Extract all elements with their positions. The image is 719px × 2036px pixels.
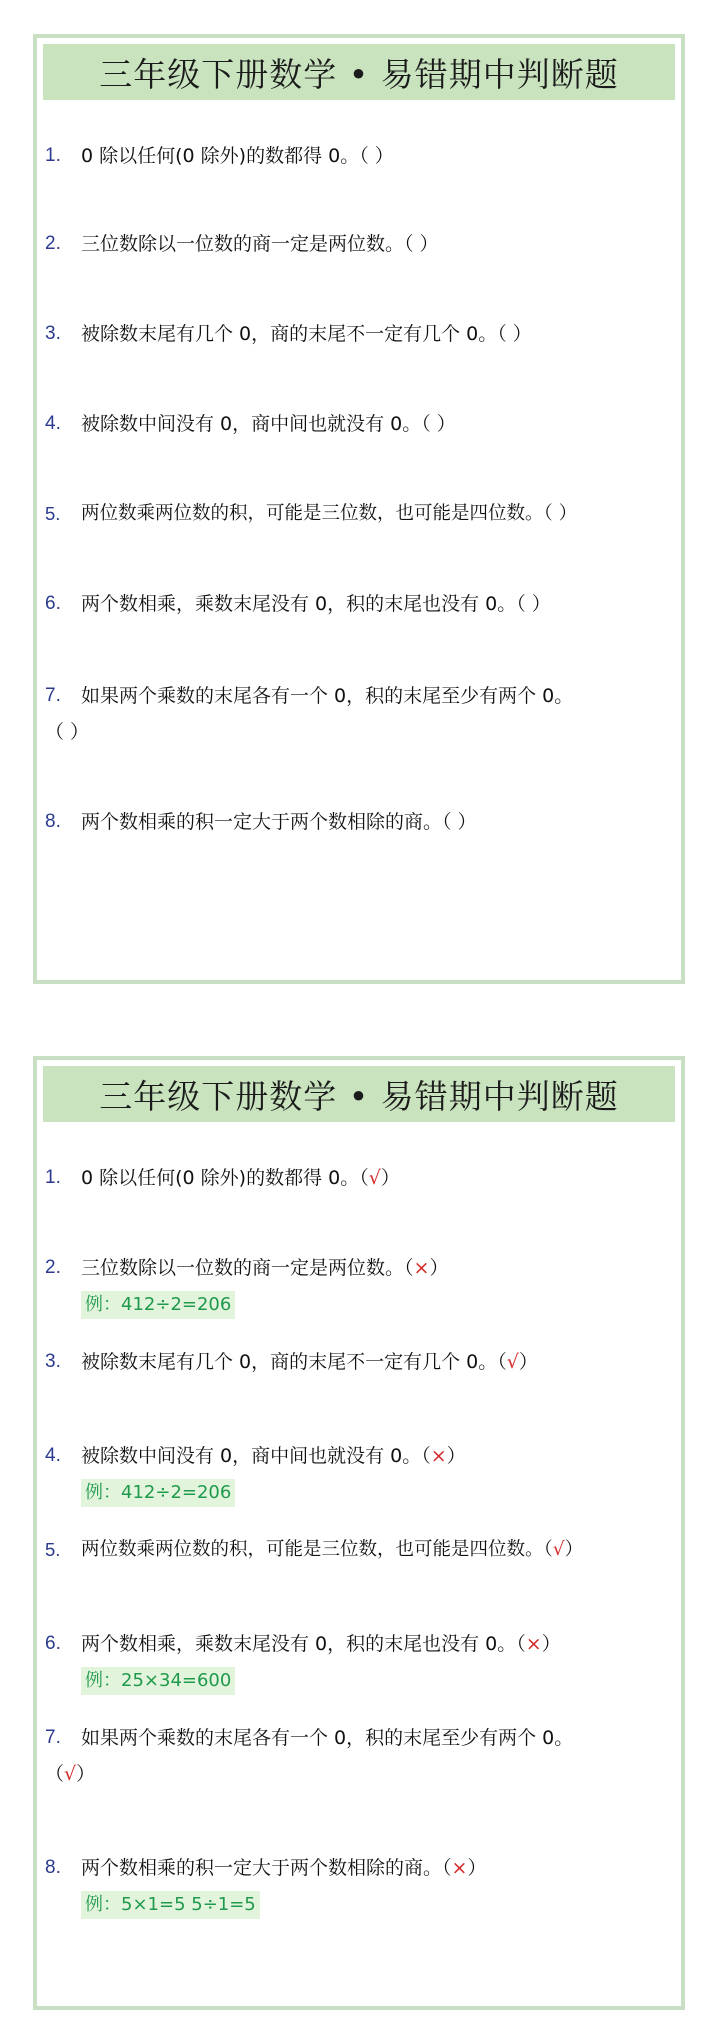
- paren-close: ）: [564, 1539, 584, 1560]
- question-text: 被除数中间没有 0，商中间也就没有 0。: [81, 413, 422, 435]
- question-item: [45, 804, 675, 840]
- cross-mark: ×: [525, 1633, 542, 1655]
- question-sheet: [33, 34, 685, 984]
- answer-item: [45, 1344, 675, 1380]
- question-number: 3.: [45, 323, 61, 344]
- example-note: 例：412÷2=206: [81, 1291, 235, 1319]
- question-text: 被除数末尾有几个 0，商的末尾不一定有几个 0。: [81, 323, 498, 345]
- question-number: 2.: [45, 1257, 61, 1278]
- answer-blank: （ ）: [543, 503, 578, 524]
- question-text: 被除数中间没有 0，商中间也就没有 0。: [81, 1445, 422, 1467]
- paren-close: ）: [518, 1351, 538, 1373]
- paren-close: ）: [541, 1633, 561, 1655]
- answer-item: [45, 1532, 675, 1568]
- question-item: [45, 226, 675, 262]
- question-item: [45, 678, 677, 750]
- question-number: 3.: [45, 1351, 61, 1372]
- example-note: 例：412÷2=206: [81, 1479, 235, 1507]
- sheet-title: 三年级下册数学 • 易错期中判断题: [43, 44, 675, 100]
- example-note: 例：25×34=600: [81, 1667, 235, 1695]
- question-text: 两位数乘两位数的积，可能是三位数，也可能是四位数。: [81, 1539, 544, 1560]
- answer-blank: （ ）: [442, 811, 477, 833]
- question-text: 两个数相乘的积一定大于两个数相除的商。: [81, 811, 443, 833]
- answer-blank: （ ）: [421, 413, 456, 435]
- answer-blank: （ ）: [497, 323, 532, 345]
- paren-open: （: [442, 1857, 452, 1879]
- question-number: 7.: [45, 685, 61, 706]
- question-item: [45, 406, 675, 442]
- sheet-title: 三年级下册数学 • 易错期中判断题: [43, 1066, 675, 1122]
- question-item: [45, 496, 675, 532]
- answer-item: [45, 1160, 675, 1196]
- question-text: 两个数相乘，乘数末尾没有 0，积的末尾也没有 0。: [81, 1633, 517, 1655]
- paren-open: （: [45, 1763, 65, 1785]
- check-mark: √: [64, 1763, 77, 1785]
- paren-close: ）: [467, 1857, 487, 1879]
- answer-blank: （ ）: [359, 145, 394, 167]
- paren-open: （: [359, 1167, 369, 1189]
- paren-open: （: [421, 1445, 431, 1467]
- paren-close: ）: [380, 1167, 400, 1189]
- question-number: 5.: [45, 503, 61, 524]
- paren-close: ）: [429, 1257, 449, 1279]
- question-item: [45, 316, 675, 352]
- paren-close: ）: [446, 1445, 466, 1467]
- question-text: 两个数相乘的积一定大于两个数相除的商。: [81, 1857, 443, 1879]
- answer-blank: （ ）: [516, 593, 551, 615]
- question-item: [45, 138, 675, 174]
- paren-open: （: [543, 1539, 553, 1560]
- question-number: 1.: [45, 145, 61, 166]
- question-number: 6.: [45, 1633, 61, 1654]
- question-text: 两位数乘两位数的积，可能是三位数，也可能是四位数。: [81, 503, 544, 524]
- answer-item: [45, 1626, 675, 1698]
- question-text: 如果两个乘数的末尾各有一个 0，积的末尾至少有两个 0。: [81, 1727, 574, 1749]
- answer-blank: （ ）: [404, 233, 439, 255]
- cross-mark: ×: [430, 1445, 447, 1467]
- question-number: 7.: [45, 1727, 61, 1748]
- check-mark: √: [506, 1351, 519, 1373]
- question-number: 8.: [45, 811, 61, 832]
- answer-item: [45, 1438, 675, 1510]
- answer-blank: （ ）: [45, 721, 90, 743]
- cross-mark: ×: [451, 1857, 468, 1879]
- paren-open: （: [497, 1351, 507, 1373]
- check-mark: √: [552, 1539, 565, 1560]
- paren-close: ）: [76, 1763, 96, 1785]
- question-number: 5.: [45, 1539, 61, 1560]
- question-number: 8.: [45, 1857, 61, 1878]
- question-text: 0 除以任何(0 除外)的数都得 0。: [81, 1167, 360, 1189]
- question-text: 三位数除以一位数的商一定是两位数。: [81, 1257, 405, 1279]
- question-number: 6.: [45, 593, 61, 614]
- question-number: 4.: [45, 413, 61, 434]
- answer-sheet: [33, 1056, 685, 2010]
- question-text: 0 除以任何(0 除外)的数都得 0。: [81, 145, 360, 167]
- question-text: 如果两个乘数的末尾各有一个 0，积的末尾至少有两个 0。: [81, 685, 574, 707]
- answer-item: [45, 1250, 675, 1322]
- answer-item: [45, 1850, 675, 1922]
- question-text: 被除数末尾有几个 0，商的末尾不一定有几个 0。: [81, 1351, 498, 1373]
- answer-item: [45, 1720, 677, 1792]
- check-mark: √: [368, 1167, 381, 1189]
- cross-mark: ×: [413, 1257, 430, 1279]
- question-text: 两个数相乘，乘数末尾没有 0，积的末尾也没有 0。: [81, 593, 517, 615]
- paren-open: （: [404, 1257, 414, 1279]
- question-item: [45, 586, 675, 622]
- question-number: 2.: [45, 233, 61, 254]
- example-note: 例：5×1=5 5÷1=5: [81, 1891, 260, 1919]
- question-number: 1.: [45, 1167, 61, 1188]
- question-text: 三位数除以一位数的商一定是两位数。: [81, 233, 405, 255]
- paren-open: （: [516, 1633, 526, 1655]
- question-number: 4.: [45, 1445, 61, 1466]
